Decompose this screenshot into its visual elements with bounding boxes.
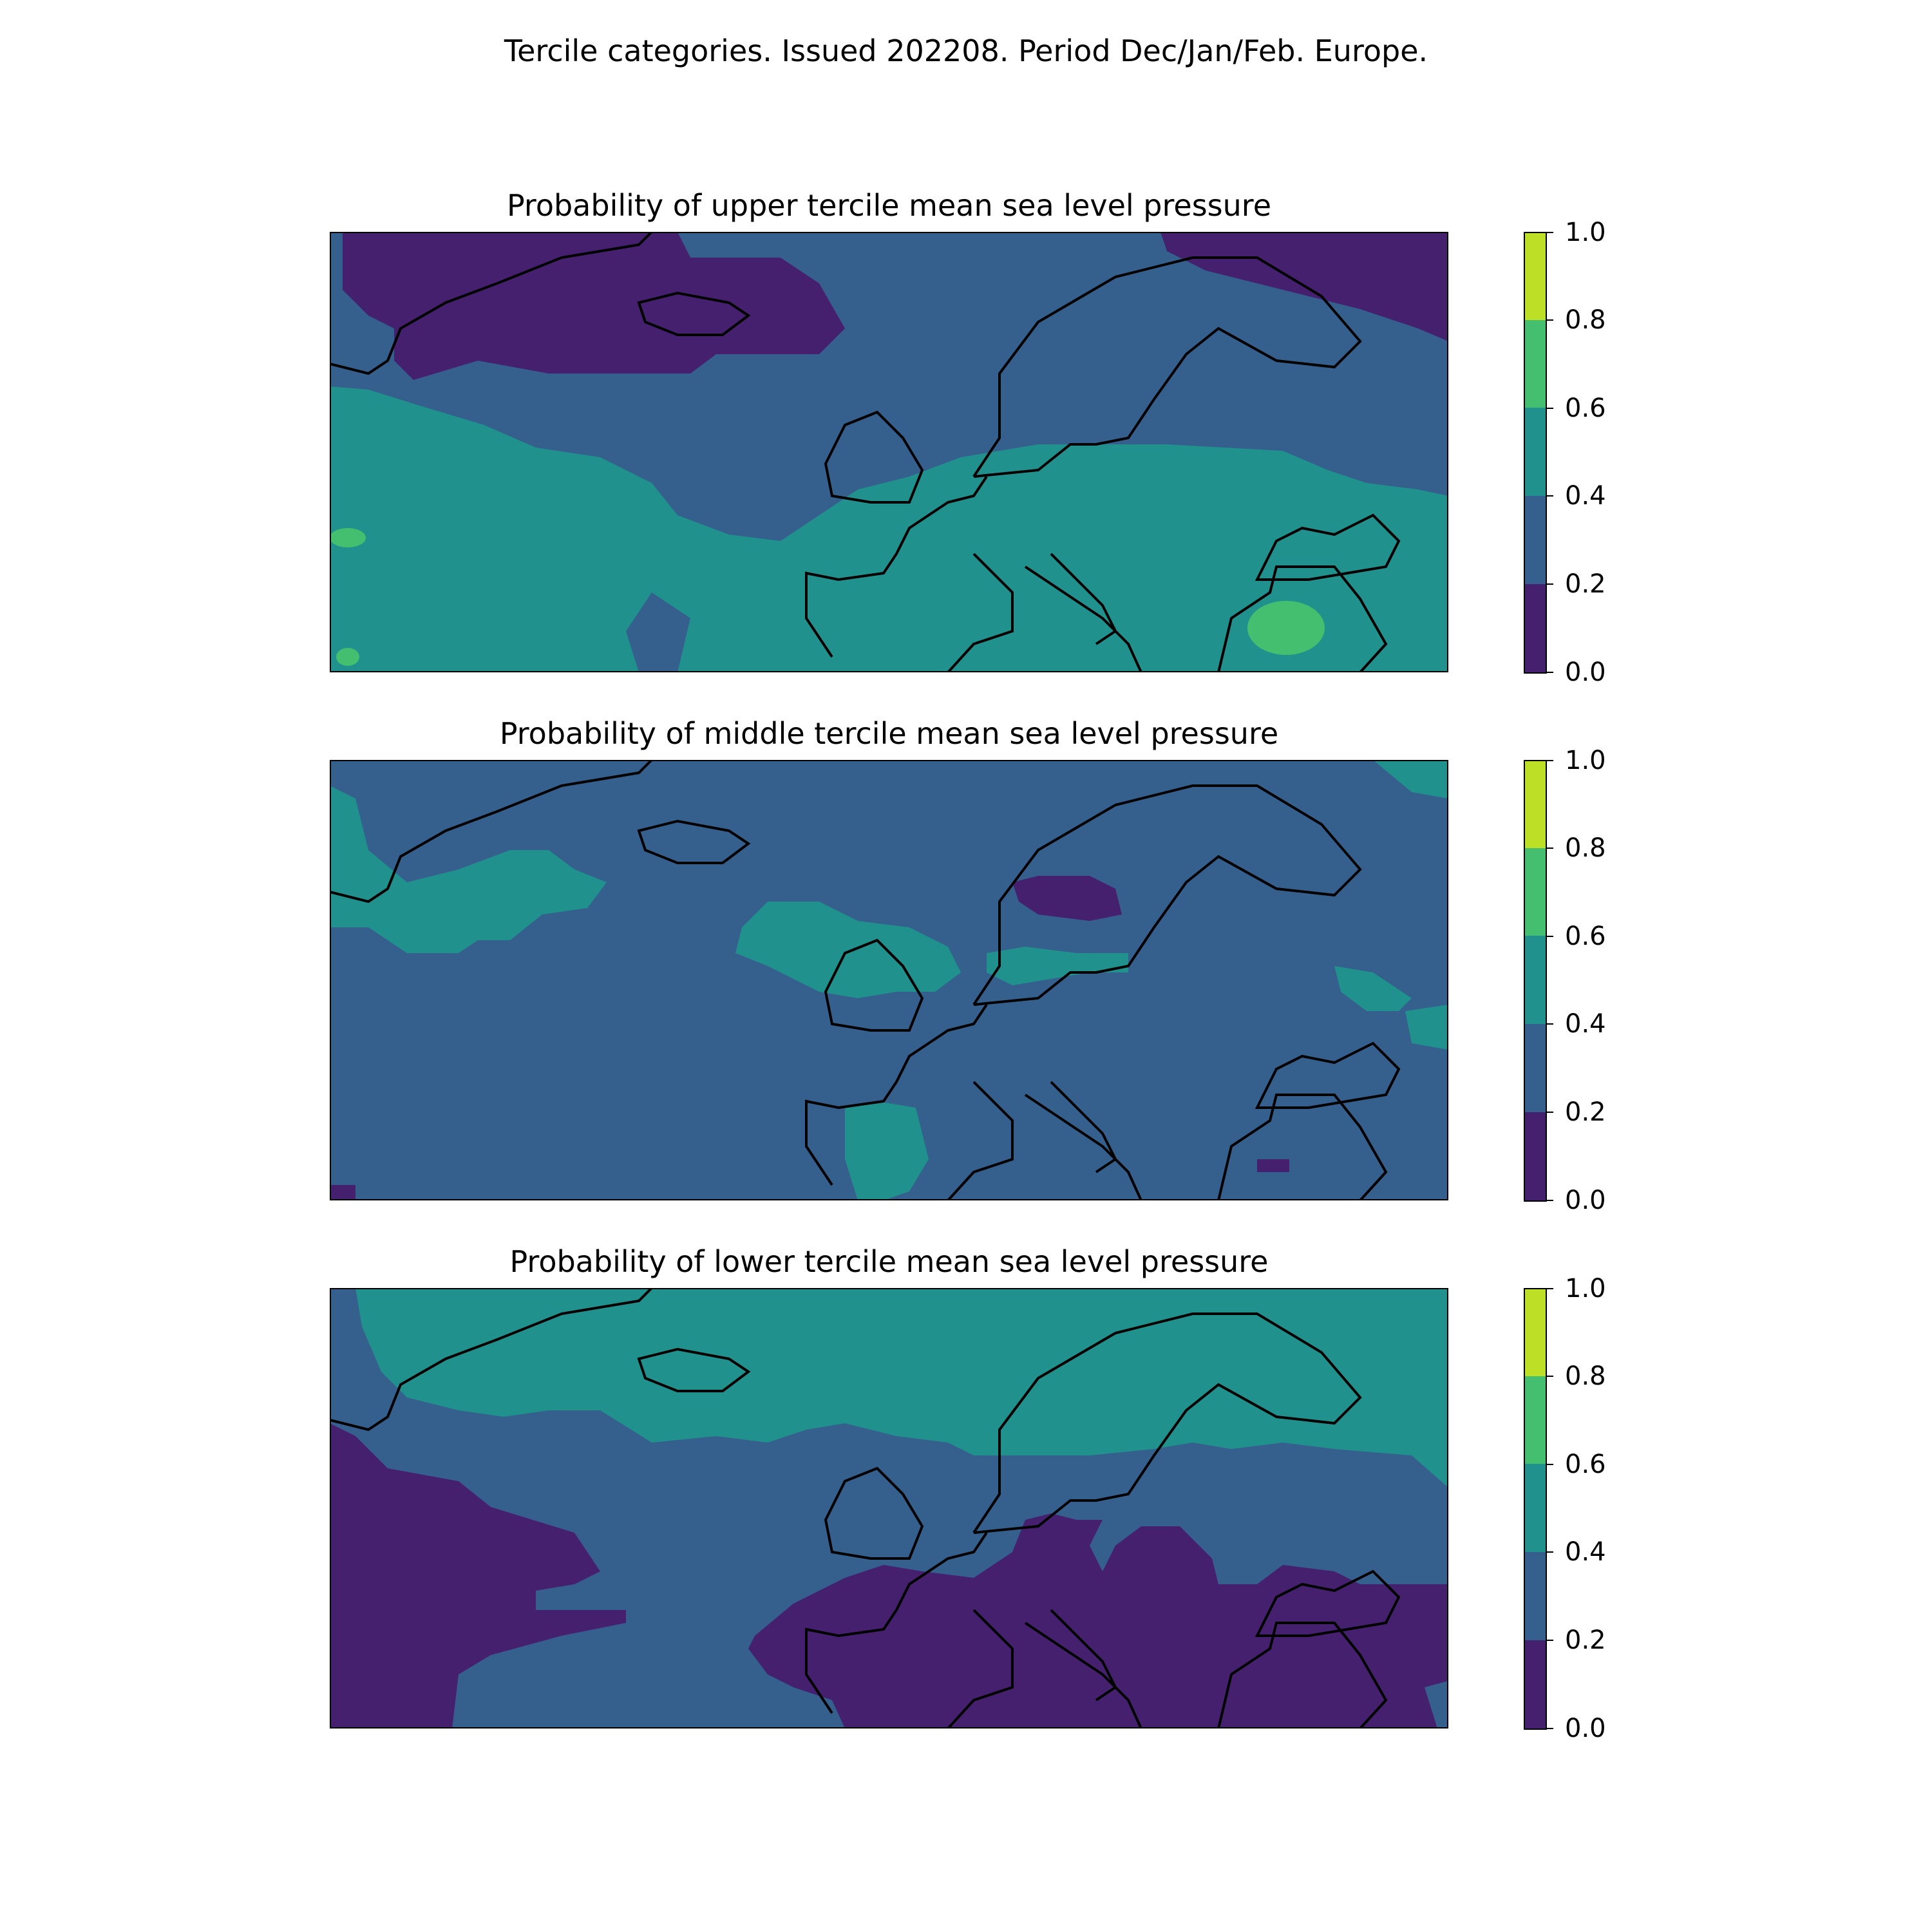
map-middle-tercile [330, 760, 1448, 1200]
colorbar-tick [1546, 1112, 1553, 1113]
colorbar-tick [1546, 672, 1553, 673]
panel-upper-title: Probability of upper tercile mean sea level pressure [507, 188, 1271, 223]
colorbar-upper [1524, 232, 1546, 672]
colorbar-tick-label: 0.8 [1565, 305, 1606, 335]
colorbar-tick-label: 0.6 [1565, 922, 1606, 951]
field-band-0.0-0.2-sw [330, 1185, 355, 1200]
colorbar-tick-label: 0.2 [1565, 1625, 1606, 1655]
colorbar-tick [1546, 936, 1553, 937]
colorbar-tick [1546, 1376, 1553, 1377]
colorbar-tick [1546, 760, 1553, 761]
colorbar-tick-label: 0.2 [1565, 1097, 1606, 1127]
panel-lower-title: Probability of lower tercile mean sea level pressure [509, 1244, 1269, 1279]
colorbar-tick [1546, 1728, 1553, 1729]
colorbar-tick [1546, 495, 1553, 497]
map-lower-tercile [330, 1288, 1448, 1728]
colorbar-tick-label: 1.0 [1565, 1274, 1606, 1303]
colorbar-tick [1546, 1023, 1553, 1025]
colorbar-outline [1524, 1288, 1547, 1730]
colorbar-tick [1546, 232, 1553, 233]
map-upper-tercile [330, 232, 1448, 672]
colorbar-outline [1524, 760, 1547, 1202]
colorbar-tick [1546, 1551, 1553, 1553]
figure-suptitle: Tercile categories. Issued 202208. Period Dec/Jan/Feb. Europe. [504, 33, 1428, 68]
field-band-0.6-0.8-west [330, 528, 366, 547]
colorbar-tick-label: 0.2 [1565, 569, 1606, 599]
colorbar-tick [1546, 1288, 1553, 1289]
colorbar-tick [1546, 408, 1553, 409]
colorbar-tick [1546, 583, 1553, 585]
colorbar-tick-label: 0.0 [1565, 1186, 1606, 1215]
colorbar-tick [1546, 1640, 1553, 1641]
colorbar-tick-label: 0.0 [1565, 1714, 1606, 1743]
colorbar-tick-label: 0.6 [1565, 1450, 1606, 1479]
colorbar-tick-label: 0.4 [1565, 1009, 1606, 1039]
colorbar-tick [1546, 1464, 1553, 1465]
colorbar-outline [1524, 232, 1547, 674]
panel-middle-title: Probability of middle tercile mean sea level pressure [499, 716, 1279, 751]
colorbar-tick [1546, 319, 1553, 321]
colorbar-lower [1524, 1288, 1546, 1728]
colorbar-tick-label: 1.0 [1565, 218, 1606, 247]
colorbar-tick-label: 0.4 [1565, 481, 1606, 511]
field-band-0.4-0.6-east2 [1405, 1005, 1448, 1050]
field-band-0.6-0.8-turkey [1247, 601, 1325, 655]
field-band-0.6-0.8-southwest [336, 648, 359, 666]
colorbar-tick-label: 0.8 [1565, 833, 1606, 863]
colorbar-middle [1524, 760, 1546, 1200]
colorbar-tick-label: 0.4 [1565, 1537, 1606, 1567]
colorbar-tick-label: 1.0 [1565, 746, 1606, 775]
field-band-0.0-0.2-spot [1257, 1159, 1289, 1172]
colorbar-tick-label: 0.6 [1565, 393, 1606, 423]
colorbar-tick [1546, 1200, 1553, 1201]
colorbar-tick-label: 0.8 [1565, 1361, 1606, 1391]
colorbar-tick [1546, 848, 1553, 849]
colorbar-tick-label: 0.0 [1565, 658, 1606, 687]
